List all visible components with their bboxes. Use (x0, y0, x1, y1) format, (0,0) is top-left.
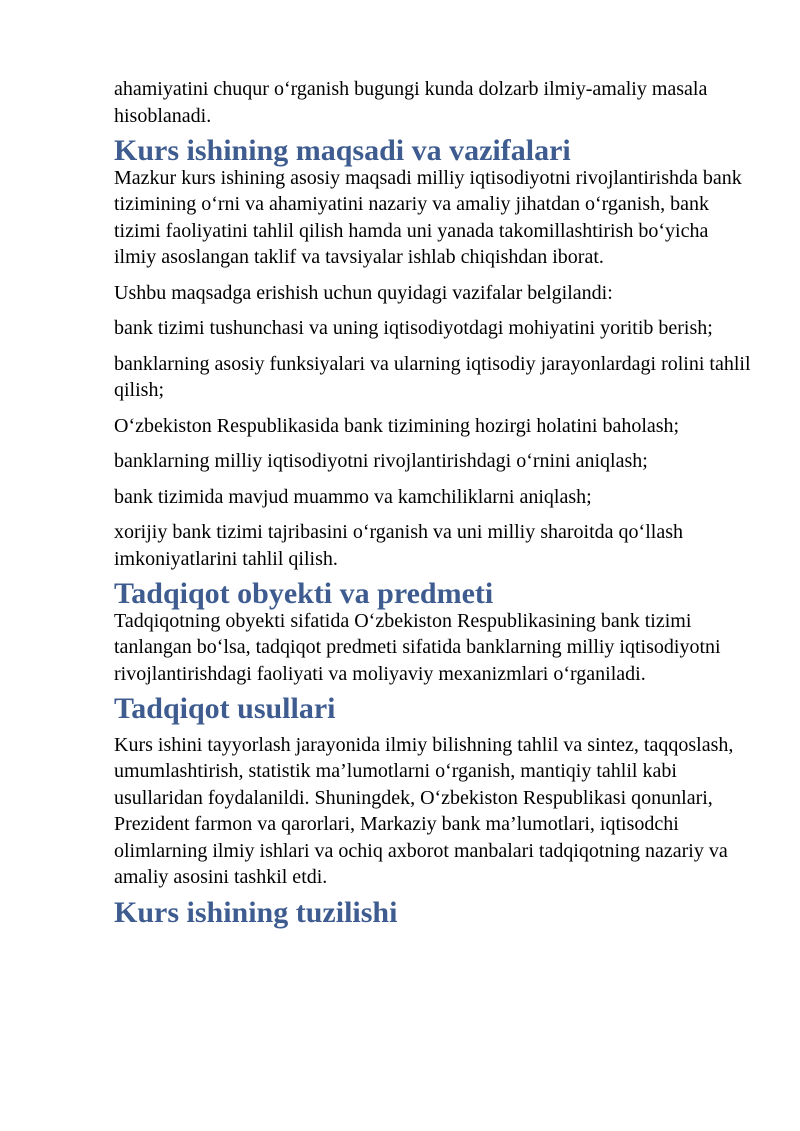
task-item: banklarning asosiy funksiyalari va ularning iqtisodiy jarayonlardagi rolini tahlil qilish; (114, 352, 751, 401)
tasks-intro: Ushbu maqsadga erishish uchun quyidagi vazifalar belgilandi: (114, 281, 613, 304)
goals-heading: Kurs ishining maqsadi va vazifalari (114, 134, 571, 167)
task-item: bank tizimi tushunchasi va uning iqtisodiyotdagi mohiyatini yoritib berish; (114, 317, 713, 339)
structure-heading: Kurs ishining tuzilishi (114, 895, 398, 929)
document-page (114, 76, 754, 929)
goals-body: Mazkur kurs ishining asosiy maqsadi milliy iqtisodiyotni rivojlantirishda bank tizimining o‘rni va ahamiyatini nazariy va amaliy jihatdan o‘rganish, bank tizimi faoliyatini tahlil qilish hamda uni yanada takomillashtirish bo‘yicha ilmiy asoslangan taklif va tavsiyalar ishlab chiqishdan iborat. (114, 166, 742, 268)
intro-paragraph: ahamiyatini chuqur o‘rganish bugungi kunda dolzarb ilmiy-amaliy masala hisoblanadi. (114, 78, 708, 127)
object-body: Tadqiqotning obyekti sifatida O‘zbekiston Respublikasining bank tizimi tanlangan bo‘lsa, tadqiqot predmeti sifatida banklarning milliy iqtisodiyotni rivojlantirishdagi faoliyati va moliyaviy mexanizmlari o‘rganiladi. (114, 609, 721, 685)
object-heading: Tadqiqot obyekti va predmeti (114, 577, 494, 610)
task-item: banklarning milliy iqtisodiyotni rivojlantirishdagi o‘rnini aniqlash; (114, 450, 648, 472)
task-item: O‘zbekiston Respublikasida bank tizimining hozirgi holatini baholash; (114, 414, 680, 437)
object-section (114, 577, 754, 687)
task-item: xorijiy bank tizimi tajribasini o‘rganish va uni milliy sharoitda qo‘llash imkoniyatlarini tahlil qilish. (114, 521, 683, 570)
task-item: bank tizimida mavjud muammo va kamchiliklarni aniqlash; (114, 485, 592, 508)
goals-section (114, 134, 754, 572)
methods-heading: Tadqiqot usullari (114, 692, 336, 725)
methods-body: Kurs ishini tayyorlash jarayonida ilmiy bilishning tahlil va sintez, taqqoslash, umumlashtirish, statistik ma’lumotlarni o‘rganish, mantiqiy tahlil kabi usullaridan foydalanildi. Shuningdek, O‘zbekiston Respublikasi qonunlari, Prezident farmon va qarorlari, Markaziy bank ma’lumotlari, iqtisodchi olimlarning ilmiy ishlari va ochiq axborot manbalari tadqiqotning nazariy va amaliy asosini tashkil etdi. (114, 733, 734, 888)
structure-section (114, 895, 754, 929)
methods-section (114, 692, 754, 891)
